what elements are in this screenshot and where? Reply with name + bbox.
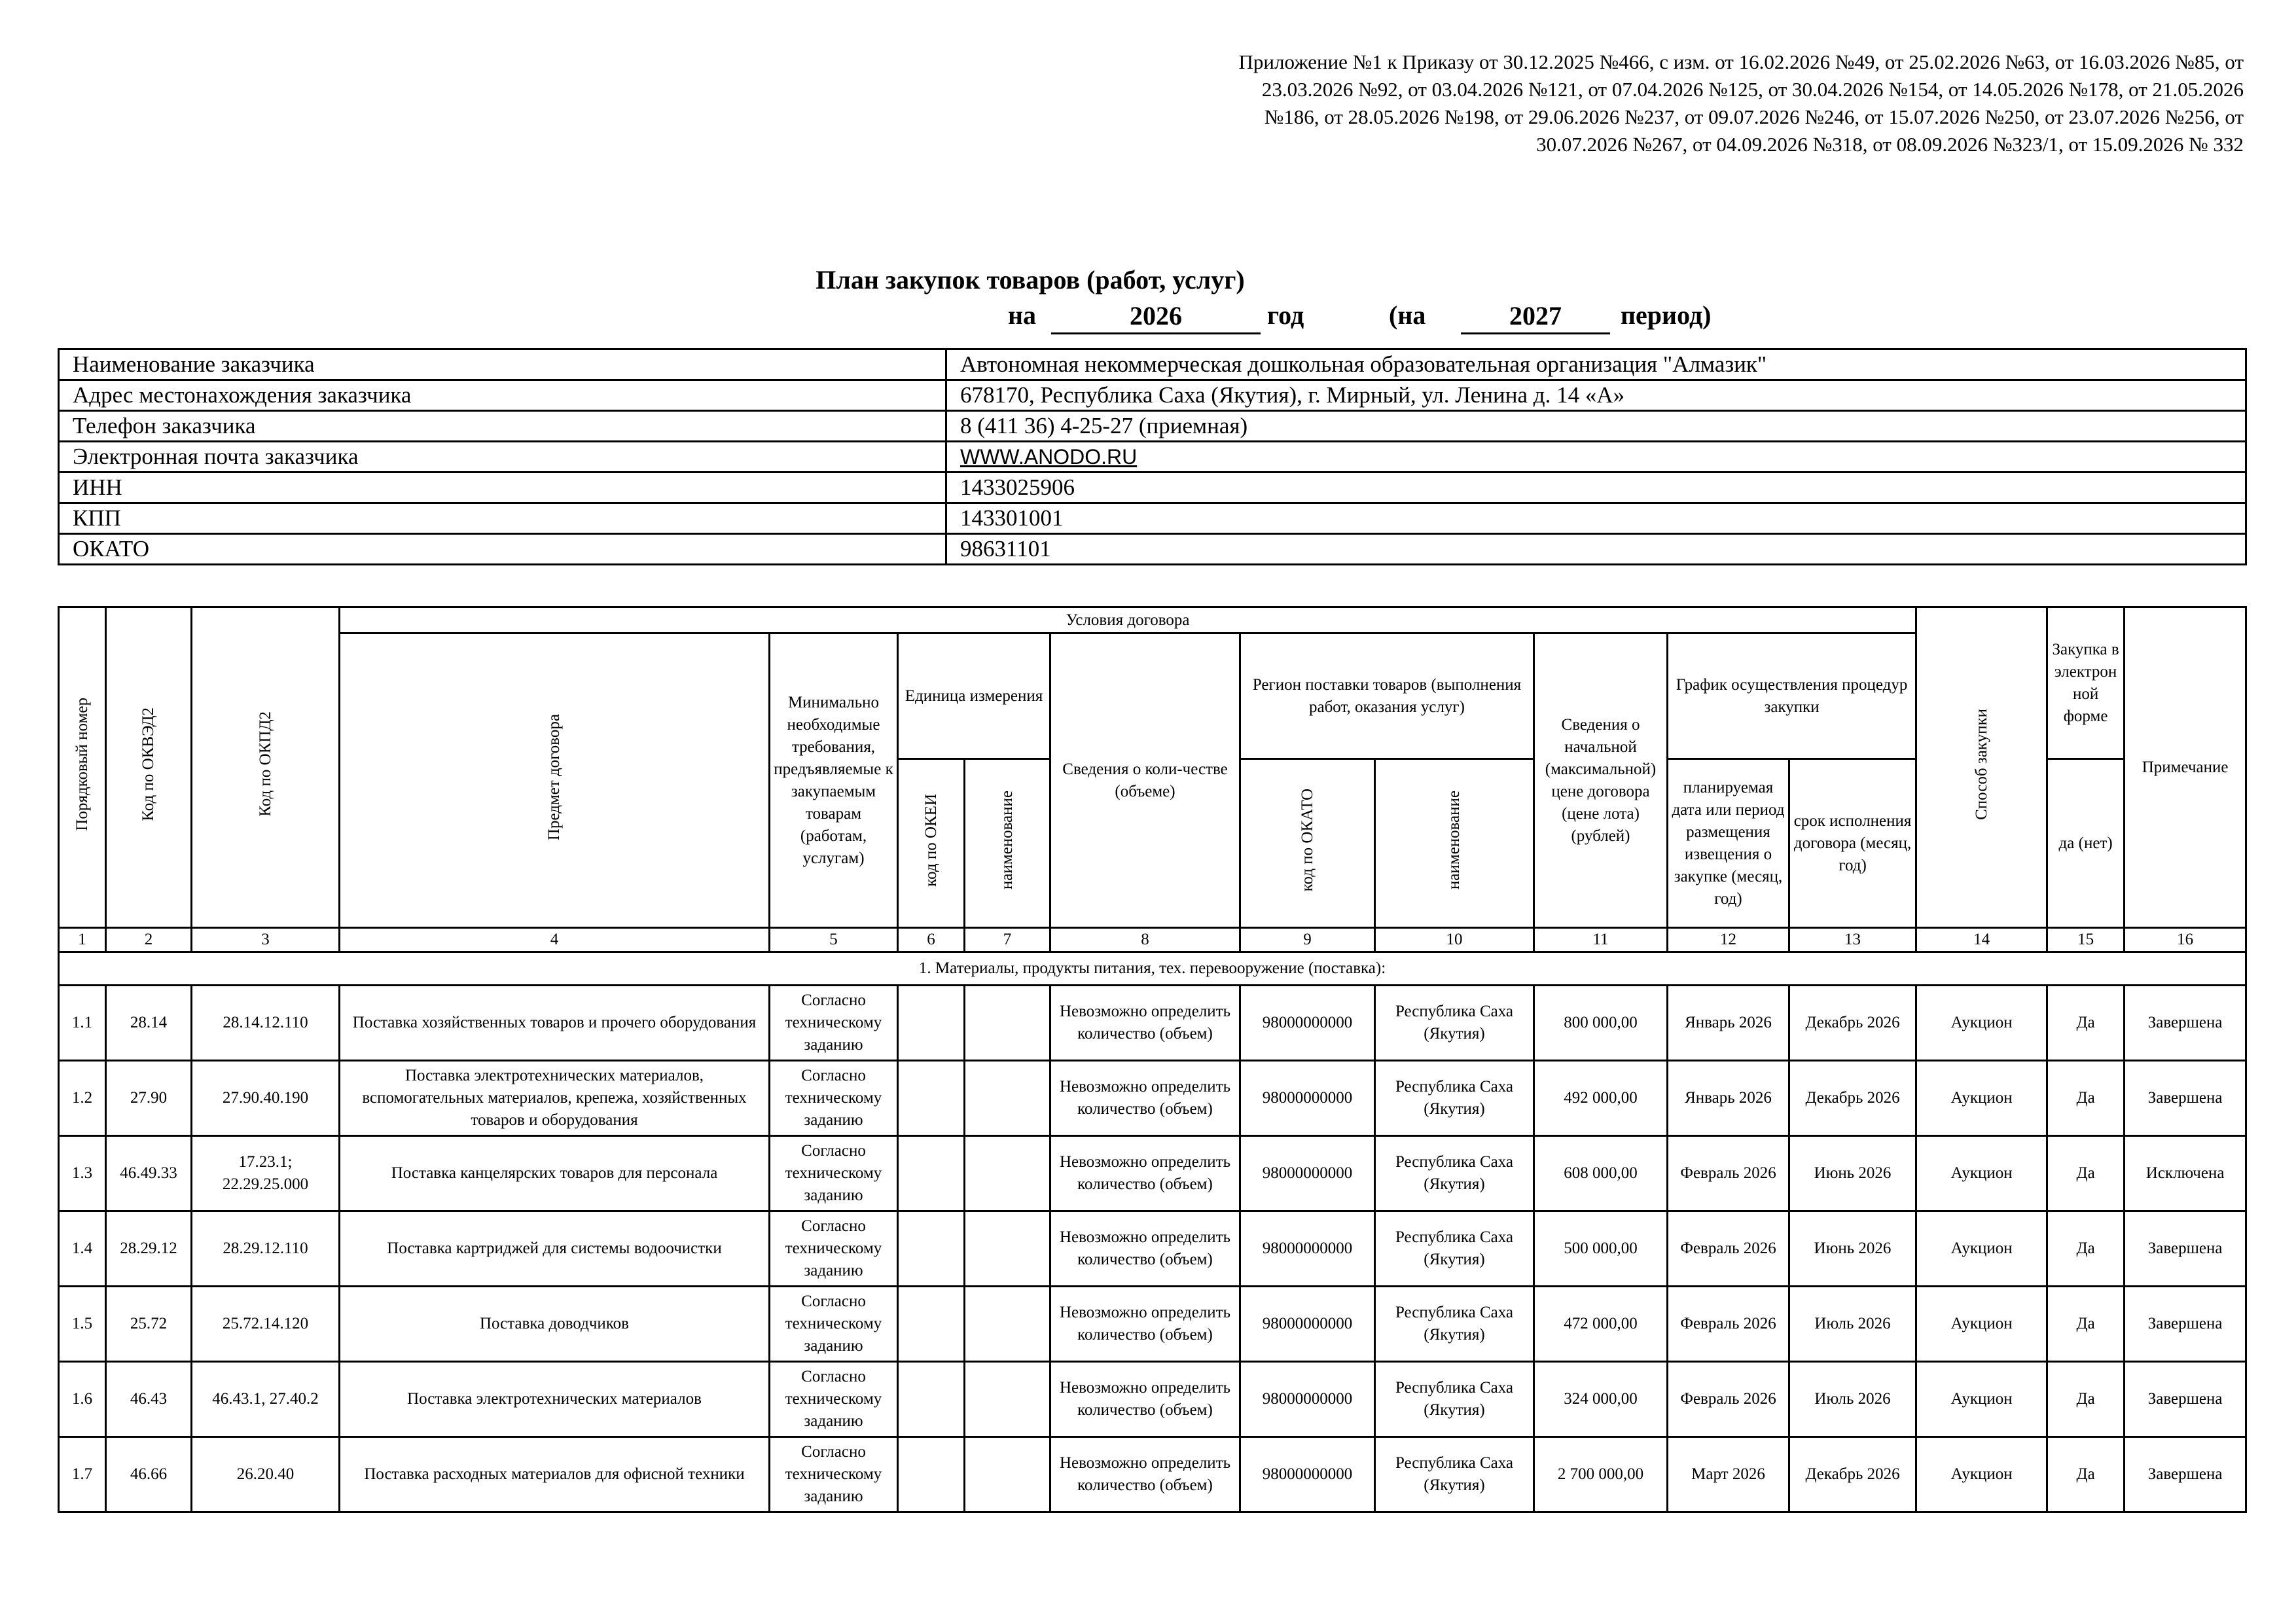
cell-electronic: Да <box>2047 1211 2125 1287</box>
cell-quantity: Невозможно определить количество (объем) <box>1050 1362 1240 1437</box>
col-region-name-header: наименование <box>1375 759 1534 928</box>
cell-execution-term: Декабрь 2026 <box>1789 1061 1916 1136</box>
cell-okato: 98000000000 <box>1240 1362 1375 1437</box>
col-quantity-header: Сведения о коли-честве (объеме) <box>1050 633 1240 928</box>
column-number: 12 <box>1668 928 1789 952</box>
cell-subject: Поставка картриджей для системы водоочистки <box>340 1211 770 1287</box>
cell-okato: 98000000000 <box>1240 986 1375 1061</box>
column-number: 4 <box>340 928 770 952</box>
col-note-header: Примечание <box>2125 607 2246 928</box>
cell-unit-name <box>965 1287 1050 1362</box>
cell-electronic: Да <box>2047 1136 2125 1211</box>
customer-email-link[interactable]: WWW.ANODO.RU <box>960 445 1138 469</box>
col-okato-header: код по ОКАТО <box>1240 759 1375 928</box>
customer-info-label: Электронная почта заказчика <box>59 442 946 473</box>
period-word: период) <box>1621 300 1712 330</box>
cell-subject: Поставка электротехнических материалов <box>340 1362 770 1437</box>
cell-okei <box>898 1061 965 1136</box>
cell-method: Аукцион <box>1916 1287 2047 1362</box>
procurement-plan-table <box>58 606 2247 1513</box>
note-line: Приложение №1 к Приказу от 30.12.2025 №466, с изм. от 16.02.2026 №49, от 25.02.2026 №63, от 16.03.2026 №85, от <box>1238 50 2244 73</box>
cell-price: 800 000,00 <box>1534 986 1668 1061</box>
col-electronic-header: Закупка в электрон ной форме <box>2047 607 2125 759</box>
col-region-header: Регион поставки товаров (выполнения работ, оказания услуг) <box>1240 633 1534 759</box>
customer-info-row <box>59 534 2246 565</box>
cell-execution-term: Декабрь 2026 <box>1789 1437 1916 1512</box>
cell-subject: Поставка доводчиков <box>340 1287 770 1362</box>
cell-okato: 98000000000 <box>1240 1287 1375 1362</box>
customer-info-label: Телефон заказчика <box>59 411 946 442</box>
cell-quantity: Невозможно определить количество (объем) <box>1050 986 1240 1061</box>
customer-info-row <box>59 442 2246 473</box>
cell-electronic: Да <box>2047 1362 2125 1437</box>
cell-method: Аукцион <box>1916 1362 2047 1437</box>
cell-subject: Поставка хозяйственных товаров и прочего оборудования <box>340 986 770 1061</box>
cell-note: Завершена <box>2125 1287 2246 1362</box>
col-okpd-header: Код по ОКПД2 <box>192 607 340 928</box>
cell-unit-name <box>965 1437 1050 1512</box>
cell-okei <box>898 986 965 1061</box>
cell-okato: 98000000000 <box>1240 1061 1375 1136</box>
cell-order-no: 1.7 <box>59 1437 106 1512</box>
column-number: 6 <box>898 928 965 952</box>
col-unit-header: Единица измерения <box>898 633 1050 759</box>
cell-quantity: Невозможно определить количество (объем) <box>1050 1136 1240 1211</box>
cell-planned-date: Январь 2026 <box>1668 986 1789 1061</box>
customer-info-row <box>59 503 2246 534</box>
customer-info-value: 1433025906 <box>946 473 2246 503</box>
customer-info-value: Автономная некоммерческая дошкольная образовательная организация "Алмазик" <box>946 349 2246 380</box>
column-number: 13 <box>1789 928 1916 952</box>
cell-okved: 46.49.33 <box>106 1136 192 1211</box>
col-price-header: Сведения о начальной (максимальной) цене договора (цене лота) (рублей) <box>1534 633 1668 928</box>
customer-info-row <box>59 349 2246 380</box>
cell-execution-term: Декабрь 2026 <box>1789 986 1916 1061</box>
cell-okpd: 28.14.12.110 <box>192 986 340 1061</box>
cell-electronic: Да <box>2047 1287 2125 1362</box>
cell-order-no: 1.6 <box>59 1362 106 1437</box>
cell-okved: 28.14 <box>106 986 192 1061</box>
table-row <box>59 1362 2246 1437</box>
col-subject-header: Предмет договора <box>340 633 770 928</box>
cell-method: Аукцион <box>1916 1136 2047 1211</box>
cell-quantity: Невозможно определить количество (объем) <box>1050 1211 1240 1287</box>
cell-unit-name <box>965 1211 1050 1287</box>
customer-info-label: ИНН <box>59 473 946 503</box>
cell-execution-term: Июнь 2026 <box>1789 1136 1916 1211</box>
col-okved-header: Код по ОКВЭД2 <box>106 607 192 928</box>
cell-method: Аукцион <box>1916 1061 2047 1136</box>
cell-note: Завершена <box>2125 1362 2246 1437</box>
document-title <box>0 263 2296 330</box>
section-title: 1. Материалы, продукты питания, тех. перевооружение (поставка): <box>59 952 2246 986</box>
customer-info-value: 98631101 <box>946 534 2246 565</box>
cell-execution-term: Июль 2026 <box>1789 1362 1916 1437</box>
customer-info-label: КПП <box>59 503 946 534</box>
cell-requirements: Согласно техническому заданию <box>770 1287 898 1362</box>
col-schedule-header: График осуществления процедур закупки <box>1668 633 1916 759</box>
order-amendments-note <box>1013 48 2244 158</box>
cell-okved: 27.90 <box>106 1061 192 1136</box>
cell-okpd: 26.20.40 <box>192 1437 340 1512</box>
cell-planned-date: Февраль 2026 <box>1668 1136 1789 1211</box>
cell-okved: 28.29.12 <box>106 1211 192 1287</box>
cell-requirements: Согласно техническому заданию <box>770 1211 898 1287</box>
cell-note: Исключена <box>2125 1136 2246 1211</box>
cell-planned-date: Январь 2026 <box>1668 1061 1789 1136</box>
col-unit-name-header: наименование <box>965 759 1050 928</box>
cell-okved: 25.72 <box>106 1287 192 1362</box>
cell-order-no: 1.4 <box>59 1211 106 1287</box>
column-number: 11 <box>1534 928 1668 952</box>
cell-requirements: Согласно техническому заданию <box>770 1362 898 1437</box>
cell-price: 2 700 000,00 <box>1534 1437 1668 1512</box>
cell-quantity: Невозможно определить количество (объем) <box>1050 1061 1240 1136</box>
col-method-header: Способ закупки <box>1916 607 2047 928</box>
cell-order-no: 1.1 <box>59 986 106 1061</box>
cell-okved: 46.66 <box>106 1437 192 1512</box>
cell-planned-date: Март 2026 <box>1668 1437 1789 1512</box>
customer-info-row <box>59 473 2246 503</box>
cell-okpd: 27.90.40.190 <box>192 1061 340 1136</box>
cell-okei <box>898 1136 965 1211</box>
column-number: 14 <box>1916 928 2047 952</box>
cell-okato: 98000000000 <box>1240 1437 1375 1512</box>
col-execution-term-header: срок исполнения договора (месяц, год) <box>1789 759 1916 928</box>
cell-okato: 98000000000 <box>1240 1211 1375 1287</box>
col-yes-no-header: да (нет) <box>2047 759 2125 928</box>
col-requirements-header: Минимально необходимые требования, предъявляемые к закупаемым товарам (работам, услугам) <box>770 633 898 928</box>
cell-order-no: 1.2 <box>59 1061 106 1136</box>
year-word: год <box>1267 300 1304 330</box>
customer-info-label: Наименование заказчика <box>59 349 946 380</box>
cell-note: Завершена <box>2125 1437 2246 1512</box>
plan-period-line <box>1008 300 1793 336</box>
cell-requirements: Согласно техническому заданию <box>770 1136 898 1211</box>
column-number: 10 <box>1375 928 1534 952</box>
table-row <box>59 1136 2246 1211</box>
column-number: 3 <box>192 928 340 952</box>
cell-okved: 46.43 <box>106 1362 192 1437</box>
table-row <box>59 1287 2246 1362</box>
customer-info-value: 143301001 <box>946 503 2246 534</box>
customer-info-row <box>59 411 2246 442</box>
cell-note: Завершена <box>2125 1211 2246 1287</box>
cell-execution-term: Июль 2026 <box>1789 1287 1916 1362</box>
column-number: 9 <box>1240 928 1375 952</box>
note-line: №186, от 28.05.2026 №198, от 29.06.2026 №237, от 09.07.2026 №246, от 15.07.2026 №250, от 23.07.2026 №256, от <box>1264 105 2244 128</box>
contract-conditions-header: Условия договора <box>340 607 1916 633</box>
column-number: 5 <box>770 928 898 952</box>
cell-okato: 98000000000 <box>1240 1136 1375 1211</box>
cell-subject: Поставка электротехнических материалов, вспомогательных материалов, крепежа, хозяйственных товаров и оборудования <box>340 1061 770 1136</box>
column-number: 8 <box>1050 928 1240 952</box>
cell-method: Аукцион <box>1916 986 2047 1061</box>
customer-info-label: Адрес местонахождения заказчика <box>59 380 946 411</box>
table-row <box>59 1211 2246 1287</box>
column-number: 1 <box>59 928 106 952</box>
cell-region: Республика Саха (Якутия) <box>1375 1287 1534 1362</box>
column-number: 2 <box>106 928 192 952</box>
cell-okei <box>898 1287 965 1362</box>
cell-region: Республика Саха (Якутия) <box>1375 1061 1534 1136</box>
cell-unit-name <box>965 1362 1050 1437</box>
cell-okei <box>898 1362 965 1437</box>
cell-okpd: 28.29.12.110 <box>192 1211 340 1287</box>
cell-unit-name <box>965 1136 1050 1211</box>
cell-okei <box>898 1211 965 1287</box>
column-number: 7 <box>965 928 1050 952</box>
on-word-2: (на <box>1389 300 1426 330</box>
cell-quantity: Невозможно определить количество (объем) <box>1050 1437 1240 1512</box>
cell-price: 492 000,00 <box>1534 1061 1668 1136</box>
customer-info-label: ОКАТО <box>59 534 946 565</box>
cell-planned-date: Февраль 2026 <box>1668 1362 1789 1437</box>
table-row <box>59 1061 2246 1136</box>
customer-info-value: 678170, Республика Саха (Якутия), г. Мирный, ул. Ленина д. 14 «А» <box>946 380 2246 411</box>
cell-planned-date: Февраль 2026 <box>1668 1211 1789 1287</box>
cell-planned-date: Февраль 2026 <box>1668 1287 1789 1362</box>
period-year: 2027 <box>1461 300 1610 334</box>
plan-year: 2026 <box>1051 300 1261 334</box>
table-row <box>59 986 2246 1061</box>
cell-okpd: 25.72.14.120 <box>192 1287 340 1362</box>
col-order-no-header: Порядковый номер <box>59 607 106 928</box>
col-okei-header: код по ОКЕИ <box>898 759 965 928</box>
column-number: 16 <box>2125 928 2246 952</box>
col-planned-date-header: планируемая дата или период размещения извещения о закупке (месяц, год) <box>1668 759 1789 928</box>
note-line: 23.03.2026 №92, от 03.04.2026 №121, от 07.04.2026 №125, от 30.04.2026 №154, от 14.05.2026 №178, от 21.05.2026 <box>1261 78 2244 101</box>
table-row <box>59 1437 2246 1512</box>
cell-region: Республика Саха (Якутия) <box>1375 1437 1534 1512</box>
cell-requirements: Согласно техническому заданию <box>770 986 898 1061</box>
cell-region: Республика Саха (Якутия) <box>1375 986 1534 1061</box>
cell-region: Республика Саха (Якутия) <box>1375 1211 1534 1287</box>
cell-price: 324 000,00 <box>1534 1362 1668 1437</box>
cell-method: Аукцион <box>1916 1437 2047 1512</box>
cell-execution-term: Июнь 2026 <box>1789 1211 1916 1287</box>
cell-method: Аукцион <box>1916 1211 2047 1287</box>
cell-subject: Поставка расходных материалов для офисной техники <box>340 1437 770 1512</box>
cell-electronic: Да <box>2047 1437 2125 1512</box>
cell-electronic: Да <box>2047 1061 2125 1136</box>
cell-order-no: 1.3 <box>59 1136 106 1211</box>
cell-unit-name <box>965 1061 1050 1136</box>
note-line: 30.07.2026 №267, от 04.09.2026 №318, от 08.09.2026 №323/1, от 15.09.2026 № 332 <box>1536 133 2244 156</box>
cell-order-no: 1.5 <box>59 1287 106 1362</box>
cell-region: Республика Саха (Якутия) <box>1375 1362 1534 1437</box>
customer-info-value: 8 (411 36) 4-25-27 (приемная) <box>946 411 2246 442</box>
cell-region: Республика Саха (Якутия) <box>1375 1136 1534 1211</box>
cell-unit-name <box>965 986 1050 1061</box>
cell-note: Завершена <box>2125 1061 2246 1136</box>
cell-okpd: 17.23.1; 22.29.25.000 <box>192 1136 340 1211</box>
column-number: 15 <box>2047 928 2125 952</box>
cell-quantity: Невозможно определить количество (объем) <box>1050 1287 1240 1362</box>
cell-price: 608 000,00 <box>1534 1136 1668 1211</box>
cell-price: 500 000,00 <box>1534 1211 1668 1287</box>
cell-subject: Поставка канцелярских товаров для персонала <box>340 1136 770 1211</box>
cell-okei <box>898 1437 965 1512</box>
cell-requirements: Согласно техническому заданию <box>770 1061 898 1136</box>
cell-electronic: Да <box>2047 986 2125 1061</box>
section-row <box>59 952 2246 986</box>
customer-info-row <box>59 380 2246 411</box>
cell-okpd: 46.43.1, 27.40.2 <box>192 1362 340 1437</box>
plan-title: План закупок товаров (работ, услуг) <box>816 265 1245 294</box>
customer-info-value <box>946 442 2246 473</box>
cell-price: 472 000,00 <box>1534 1287 1668 1362</box>
column-numbers-row <box>59 928 2246 952</box>
customer-info-table <box>58 348 2247 565</box>
on-word: на <box>1008 300 1037 330</box>
cell-note: Завершена <box>2125 986 2246 1061</box>
cell-requirements: Согласно техническому заданию <box>770 1437 898 1512</box>
